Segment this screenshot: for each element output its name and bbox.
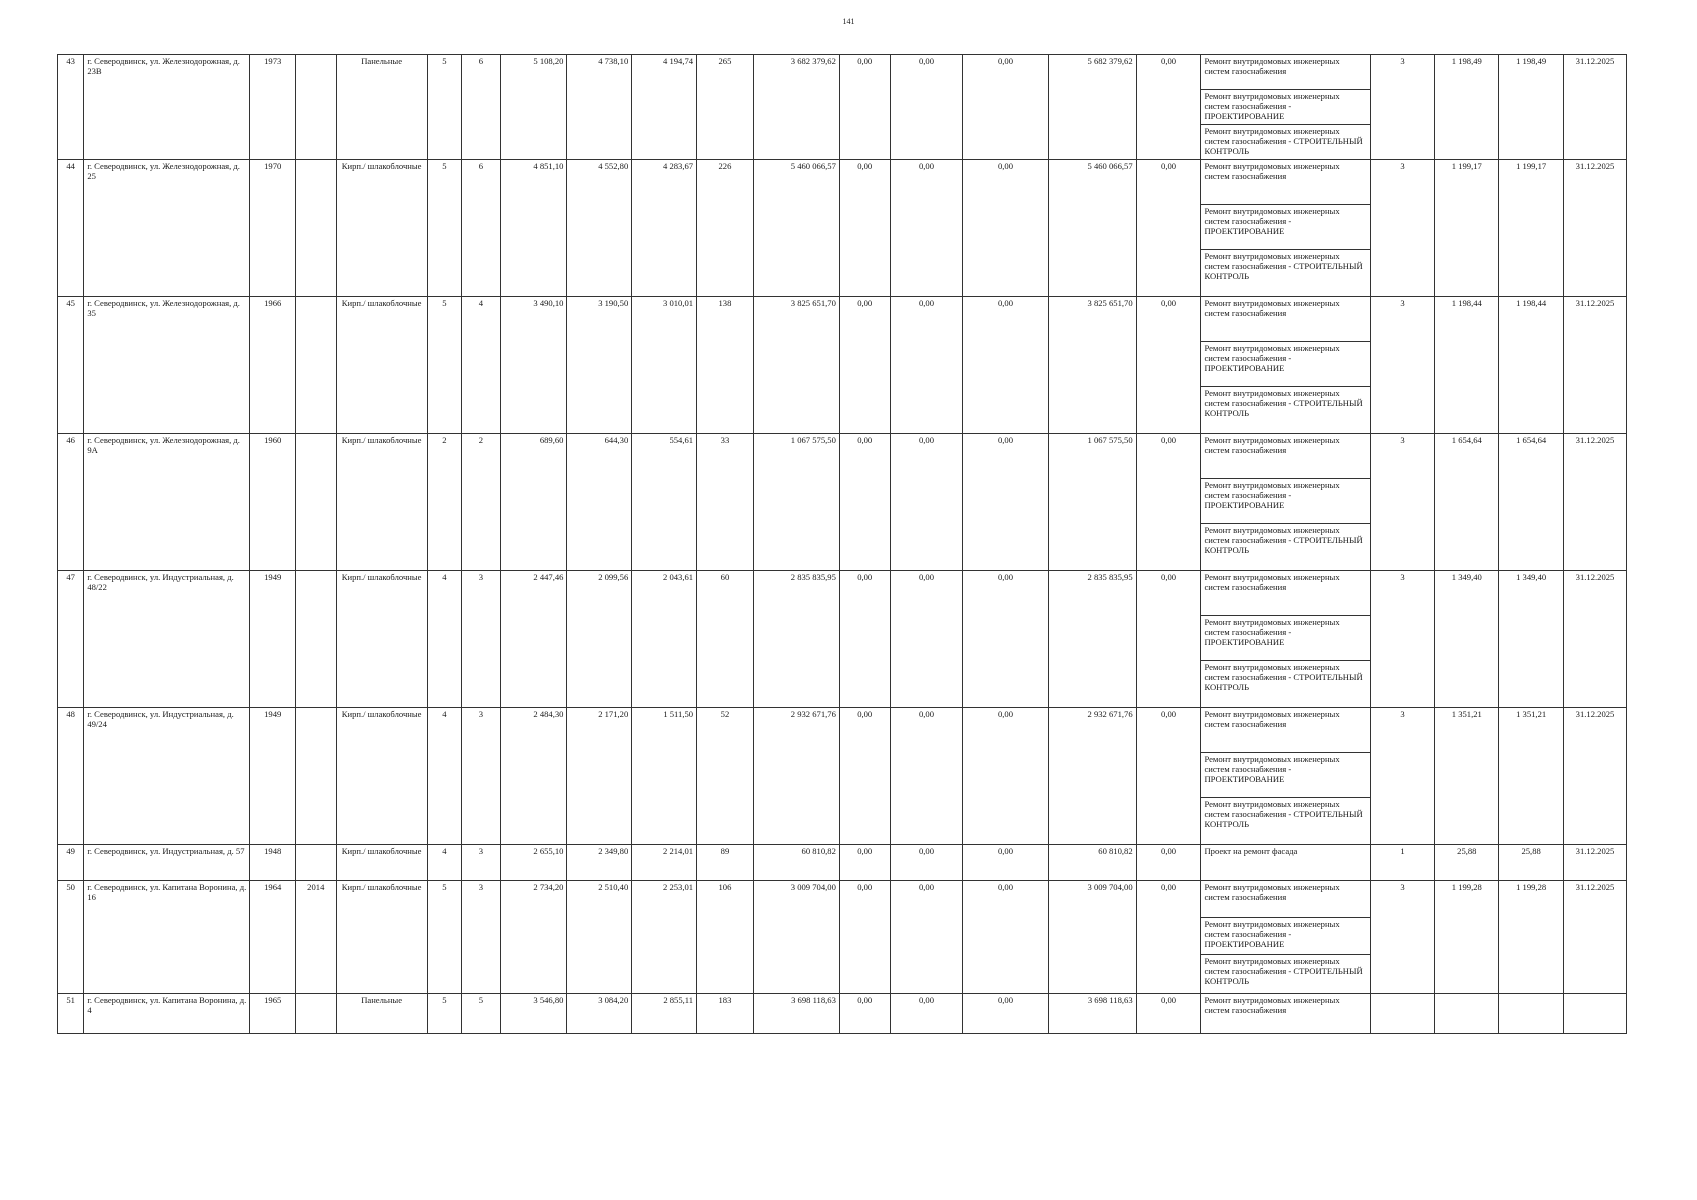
work-type-cell: Ремонт внутридомовых инженерных систем газоснабжения - СТРОИТЕЛЬНЫЙ КОНТРОЛЬ <box>1201 661 1370 708</box>
local-funds-cell: 0,00 <box>963 55 1048 160</box>
residents-cell: 265 <box>697 55 754 160</box>
work-type-cell: Ремонт внутридомовых инженерных систем газоснабжения - СТРОИТЕЛЬНЫЙ КОНТРОЛЬ <box>1201 250 1370 297</box>
total-area-cell: 4 851,10 <box>500 160 567 297</box>
work-type-cell: Ремонт внутридомовых инженерных систем газоснабжения <box>1201 881 1370 918</box>
owners-funds-cell: 3 825 651,70 <box>1048 297 1136 434</box>
regional-funds-cell: 0,00 <box>890 297 963 434</box>
units-cell: 3 <box>1370 434 1435 571</box>
year-commissioned-cell <box>296 297 337 434</box>
year-built-cell: 1964 <box>250 881 296 994</box>
work-type-cell: Ремонт внутридомовых инженерных систем газоснабжения <box>1201 708 1370 753</box>
table-row <box>58 55 1627 90</box>
work-type-cell: Ремонт внутридомовых инженерных систем газоснабжения - ПРОЕКТИРОВАНИЕ <box>1201 616 1370 661</box>
floors-cell: 5 <box>427 55 461 160</box>
federal-funds-cell: 0,00 <box>839 55 890 160</box>
wall-material-cell: Кирп./ шлакоблочные <box>336 881 427 994</box>
residential-area-cell: 4 194,74 <box>632 55 697 160</box>
capital-repair-register-table <box>57 54 1627 1034</box>
floors-cell: 5 <box>427 994 461 1034</box>
living-area-cell: 4 552,80 <box>567 160 632 297</box>
floors-cell: 5 <box>427 160 461 297</box>
year-commissioned-cell <box>296 994 337 1034</box>
other-funds-cell: 0,00 <box>1136 55 1201 160</box>
local-funds-cell: 0,00 <box>963 434 1048 571</box>
work-type-cell: Ремонт внутридомовых инженерных систем газоснабжения - СТРОИТЕЛЬНЫЙ КОНТРОЛЬ <box>1201 524 1370 571</box>
floors-cell: 4 <box>427 571 461 708</box>
year-built-cell: 1970 <box>250 160 296 297</box>
max-unit-cost-cell: 1 198,44 <box>1499 297 1564 434</box>
address-cell: г. Северодвинск, ул. Железнодорожная, д. 23В <box>84 55 250 160</box>
other-funds-cell: 0,00 <box>1136 160 1201 297</box>
federal-funds-cell: 0,00 <box>839 845 890 881</box>
federal-funds-cell: 0,00 <box>839 881 890 994</box>
wall-material-cell: Кирп./ шлакоблочные <box>336 434 427 571</box>
completion-date-cell: 31.12.2025 <box>1564 160 1627 297</box>
federal-funds-cell: 0,00 <box>839 160 890 297</box>
year-built-cell: 1966 <box>250 297 296 434</box>
floors-cell: 4 <box>427 708 461 845</box>
address-cell: г. Северодвинск, ул. Индустриальная, д. 57 <box>84 845 250 881</box>
federal-funds-cell: 0,00 <box>839 297 890 434</box>
entrances-cell: 3 <box>462 571 500 708</box>
year-commissioned-cell <box>296 160 337 297</box>
living-area-cell: 644,30 <box>567 434 632 571</box>
residential-area-cell: 2 855,11 <box>632 994 697 1034</box>
units-cell: 3 <box>1370 708 1435 845</box>
local-funds-cell: 0,00 <box>963 994 1048 1034</box>
regional-funds-cell: 0,00 <box>890 571 963 708</box>
work-type-cell: Ремонт внутридомовых инженерных систем газоснабжения - ПРОЕКТИРОВАНИЕ <box>1201 479 1370 524</box>
row-number: 46 <box>58 434 84 571</box>
entrances-cell: 6 <box>462 160 500 297</box>
residents-cell: 89 <box>697 845 754 881</box>
address-cell: г. Северодвинск, ул. Железнодорожная, д. 25 <box>84 160 250 297</box>
total-area-cell: 2 655,10 <box>500 845 567 881</box>
unit-cost-cell: 1 351,21 <box>1435 708 1499 845</box>
local-funds-cell: 0,00 <box>963 708 1048 845</box>
table-row <box>58 994 1627 1034</box>
local-funds-cell: 0,00 <box>963 297 1048 434</box>
work-type-cell: Ремонт внутридомовых инженерных систем газоснабжения <box>1201 160 1370 205</box>
max-unit-cost-cell: 1 654,64 <box>1499 434 1564 571</box>
regional-funds-cell: 0,00 <box>890 434 963 571</box>
table-row <box>58 845 1627 881</box>
work-type-cell: Ремонт внутридомовых инженерных систем газоснабжения <box>1201 434 1370 479</box>
completion-date-cell: 31.12.2025 <box>1564 845 1627 881</box>
units-cell: 1 <box>1370 845 1435 881</box>
max-unit-cost-cell: 1 199,17 <box>1499 160 1564 297</box>
work-type-cell: Ремонт внутридомовых инженерных систем газоснабжения - ПРОЕКТИРОВАНИЕ <box>1201 205 1370 250</box>
table-row <box>58 881 1627 918</box>
work-type-cell: Ремонт внутридомовых инженерных систем газоснабжения - ПРОЕКТИРОВАНИЕ <box>1201 90 1370 125</box>
local-funds-cell: 0,00 <box>963 881 1048 994</box>
row-number: 51 <box>58 994 84 1034</box>
completion-date-cell: 31.12.2025 <box>1564 434 1627 571</box>
year-built-cell: 1948 <box>250 845 296 881</box>
units-cell: 3 <box>1370 55 1435 160</box>
residents-cell: 52 <box>697 708 754 845</box>
living-area-cell: 2 171,20 <box>567 708 632 845</box>
year-built-cell: 1949 <box>250 571 296 708</box>
completion-date-cell <box>1564 994 1627 1034</box>
unit-cost-cell: 1 198,49 <box>1435 55 1499 160</box>
work-type-cell: Ремонт внутридомовых инженерных систем газоснабжения - ПРОЕКТИРОВАНИЕ <box>1201 342 1370 387</box>
year-commissioned-cell <box>296 845 337 881</box>
work-type-cell: Ремонт внутридомовых инженерных систем газоснабжения <box>1201 297 1370 342</box>
owners-funds-cell: 5 682 379,62 <box>1048 55 1136 160</box>
other-funds-cell: 0,00 <box>1136 708 1201 845</box>
total-area-cell: 3 490,10 <box>500 297 567 434</box>
living-area-cell: 4 738,10 <box>567 55 632 160</box>
total-area-cell: 2 484,30 <box>500 708 567 845</box>
work-type-cell: Ремонт внутридомовых инженерных систем газоснабжения <box>1201 994 1370 1034</box>
year-commissioned-cell <box>296 55 337 160</box>
total-cost-cell: 2 835 835,95 <box>753 571 839 708</box>
unit-cost-cell: 25,88 <box>1435 845 1499 881</box>
table-row <box>58 297 1627 342</box>
total-area-cell: 689,60 <box>500 434 567 571</box>
address-cell: г. Северодвинск, ул. Железнодорожная, д. 35 <box>84 297 250 434</box>
completion-date-cell: 31.12.2025 <box>1564 881 1627 994</box>
residents-cell: 138 <box>697 297 754 434</box>
address-cell: г. Северодвинск, ул. Капитана Воронина, д. 4 <box>84 994 250 1034</box>
residents-cell: 183 <box>697 994 754 1034</box>
work-type-cell: Ремонт внутридомовых инженерных систем газоснабжения - СТРОИТЕЛЬНЫЙ КОНТРОЛЬ <box>1201 955 1370 994</box>
total-area-cell: 5 108,20 <box>500 55 567 160</box>
row-number: 50 <box>58 881 84 994</box>
owners-funds-cell: 1 067 575,50 <box>1048 434 1136 571</box>
table-row <box>58 434 1627 479</box>
other-funds-cell: 0,00 <box>1136 881 1201 994</box>
living-area-cell: 2 510,40 <box>567 881 632 994</box>
year-commissioned-cell: 2014 <box>296 881 337 994</box>
other-funds-cell: 0,00 <box>1136 845 1201 881</box>
unit-cost-cell: 1 199,28 <box>1435 881 1499 994</box>
wall-material-cell: Кирп./ шлакоблочные <box>336 297 427 434</box>
owners-funds-cell: 2 932 671,76 <box>1048 708 1136 845</box>
max-unit-cost-cell: 1 351,21 <box>1499 708 1564 845</box>
residents-cell: 226 <box>697 160 754 297</box>
work-type-cell: Ремонт внутридомовых инженерных систем газоснабжения - СТРОИТЕЛЬНЫЙ КОНТРОЛЬ <box>1201 798 1370 845</box>
other-funds-cell: 0,00 <box>1136 994 1201 1034</box>
work-type-cell: Ремонт внутридомовых инженерных систем газоснабжения - ПРОЕКТИРОВАНИЕ <box>1201 753 1370 798</box>
completion-date-cell: 31.12.2025 <box>1564 571 1627 708</box>
year-commissioned-cell <box>296 708 337 845</box>
entrances-cell: 3 <box>462 708 500 845</box>
year-commissioned-cell <box>296 571 337 708</box>
entrances-cell: 2 <box>462 434 500 571</box>
row-number: 44 <box>58 160 84 297</box>
regional-funds-cell: 0,00 <box>890 994 963 1034</box>
entrances-cell: 3 <box>462 845 500 881</box>
total-cost-cell: 1 067 575,50 <box>753 434 839 571</box>
year-built-cell: 1949 <box>250 708 296 845</box>
units-cell: 3 <box>1370 881 1435 994</box>
row-number: 47 <box>58 571 84 708</box>
year-commissioned-cell <box>296 434 337 571</box>
federal-funds-cell: 0,00 <box>839 708 890 845</box>
entrances-cell: 6 <box>462 55 500 160</box>
year-built-cell: 1960 <box>250 434 296 571</box>
work-type-cell: Ремонт внутридомовых инженерных систем газоснабжения <box>1201 571 1370 616</box>
completion-date-cell: 31.12.2025 <box>1564 55 1627 160</box>
unit-cost-cell <box>1435 994 1499 1034</box>
completion-date-cell: 31.12.2025 <box>1564 297 1627 434</box>
living-area-cell: 3 084,20 <box>567 994 632 1034</box>
unit-cost-cell: 1 199,17 <box>1435 160 1499 297</box>
owners-funds-cell: 3 009 704,00 <box>1048 881 1136 994</box>
work-type-cell: Ремонт внутридомовых инженерных систем газоснабжения - СТРОИТЕЛЬНЫЙ КОНТРОЛЬ <box>1201 125 1370 160</box>
table-row <box>58 160 1627 205</box>
year-built-cell: 1973 <box>250 55 296 160</box>
regional-funds-cell: 0,00 <box>890 55 963 160</box>
work-type-cell: Ремонт внутридомовых инженерных систем газоснабжения - СТРОИТЕЛЬНЫЙ КОНТРОЛЬ <box>1201 387 1370 434</box>
residential-area-cell: 4 283,67 <box>632 160 697 297</box>
total-area-cell: 2 447,46 <box>500 571 567 708</box>
completion-date-cell: 31.12.2025 <box>1564 708 1627 845</box>
total-cost-cell: 5 460 066,57 <box>753 160 839 297</box>
local-funds-cell: 0,00 <box>963 845 1048 881</box>
living-area-cell: 2 099,56 <box>567 571 632 708</box>
units-cell <box>1370 994 1435 1034</box>
residential-area-cell: 2 253,01 <box>632 881 697 994</box>
residential-area-cell: 554,61 <box>632 434 697 571</box>
residential-area-cell: 2 043,61 <box>632 571 697 708</box>
year-built-cell: 1965 <box>250 994 296 1034</box>
total-cost-cell: 3 682 379,62 <box>753 55 839 160</box>
entrances-cell: 5 <box>462 994 500 1034</box>
total-cost-cell: 3 698 118,63 <box>753 994 839 1034</box>
work-type-cell: Ремонт внутридомовых инженерных систем газоснабжения - ПРОЕКТИРОВАНИЕ <box>1201 918 1370 955</box>
regional-funds-cell: 0,00 <box>890 708 963 845</box>
units-cell: 3 <box>1370 571 1435 708</box>
living-area-cell: 3 190,50 <box>567 297 632 434</box>
address-cell: г. Северодвинск, ул. Железнодорожная, д. 9А <box>84 434 250 571</box>
wall-material-cell: Панельные <box>336 55 427 160</box>
entrances-cell: 4 <box>462 297 500 434</box>
wall-material-cell: Панельные <box>336 994 427 1034</box>
row-number: 43 <box>58 55 84 160</box>
wall-material-cell: Кирп./ шлакоблочные <box>336 708 427 845</box>
table-body <box>58 55 1627 1034</box>
owners-funds-cell: 5 460 066,57 <box>1048 160 1136 297</box>
row-number: 49 <box>58 845 84 881</box>
residential-area-cell: 3 010,01 <box>632 297 697 434</box>
address-cell: г. Северодвинск, ул. Индустриальная, д. 48/22 <box>84 571 250 708</box>
table-row <box>58 571 1627 616</box>
total-area-cell: 2 734,20 <box>500 881 567 994</box>
other-funds-cell: 0,00 <box>1136 434 1201 571</box>
work-type-cell: Ремонт внутридомовых инженерных систем газоснабжения <box>1201 55 1370 90</box>
local-funds-cell: 0,00 <box>963 160 1048 297</box>
unit-cost-cell: 1 198,44 <box>1435 297 1499 434</box>
regional-funds-cell: 0,00 <box>890 845 963 881</box>
total-cost-cell: 3 825 651,70 <box>753 297 839 434</box>
living-area-cell: 2 349,80 <box>567 845 632 881</box>
address-cell: г. Северодвинск, ул. Индустриальная, д. 49/24 <box>84 708 250 845</box>
total-area-cell: 3 546,80 <box>500 994 567 1034</box>
residents-cell: 33 <box>697 434 754 571</box>
residents-cell: 60 <box>697 571 754 708</box>
floors-cell: 2 <box>427 434 461 571</box>
floors-cell: 5 <box>427 881 461 994</box>
max-unit-cost-cell: 1 198,49 <box>1499 55 1564 160</box>
owners-funds-cell: 2 835 835,95 <box>1048 571 1136 708</box>
max-unit-cost-cell: 1 199,28 <box>1499 881 1564 994</box>
federal-funds-cell: 0,00 <box>839 571 890 708</box>
address-cell: г. Северодвинск, ул. Капитана Воронина, д. 16 <box>84 881 250 994</box>
register-table-sheet <box>57 54 1627 1104</box>
units-cell: 3 <box>1370 297 1435 434</box>
max-unit-cost-cell <box>1499 994 1564 1034</box>
wall-material-cell: Кирп./ шлакоблочные <box>336 160 427 297</box>
wall-material-cell: Кирп./ шлакоблочные <box>336 845 427 881</box>
total-cost-cell: 2 932 671,76 <box>753 708 839 845</box>
owners-funds-cell: 60 810,82 <box>1048 845 1136 881</box>
other-funds-cell: 0,00 <box>1136 571 1201 708</box>
federal-funds-cell: 0,00 <box>839 434 890 571</box>
row-number: 45 <box>58 297 84 434</box>
max-unit-cost-cell: 25,88 <box>1499 845 1564 881</box>
page-number: 141 <box>842 17 855 26</box>
regional-funds-cell: 0,00 <box>890 160 963 297</box>
row-number: 48 <box>58 708 84 845</box>
unit-cost-cell: 1 349,40 <box>1435 571 1499 708</box>
floors-cell: 5 <box>427 297 461 434</box>
units-cell: 3 <box>1370 160 1435 297</box>
unit-cost-cell: 1 654,64 <box>1435 434 1499 571</box>
wall-material-cell: Кирп./ шлакоблочные <box>336 571 427 708</box>
other-funds-cell: 0,00 <box>1136 297 1201 434</box>
table-row <box>58 708 1627 753</box>
work-type-cell: Проект на ремонт фасада <box>1201 845 1370 881</box>
residential-area-cell: 2 214,01 <box>632 845 697 881</box>
federal-funds-cell: 0,00 <box>839 994 890 1034</box>
local-funds-cell: 0,00 <box>963 571 1048 708</box>
residential-area-cell: 1 511,50 <box>632 708 697 845</box>
total-cost-cell: 60 810,82 <box>753 845 839 881</box>
max-unit-cost-cell: 1 349,40 <box>1499 571 1564 708</box>
residents-cell: 106 <box>697 881 754 994</box>
entrances-cell: 3 <box>462 881 500 994</box>
total-cost-cell: 3 009 704,00 <box>753 881 839 994</box>
regional-funds-cell: 0,00 <box>890 881 963 994</box>
floors-cell: 4 <box>427 845 461 881</box>
owners-funds-cell: 3 698 118,63 <box>1048 994 1136 1034</box>
